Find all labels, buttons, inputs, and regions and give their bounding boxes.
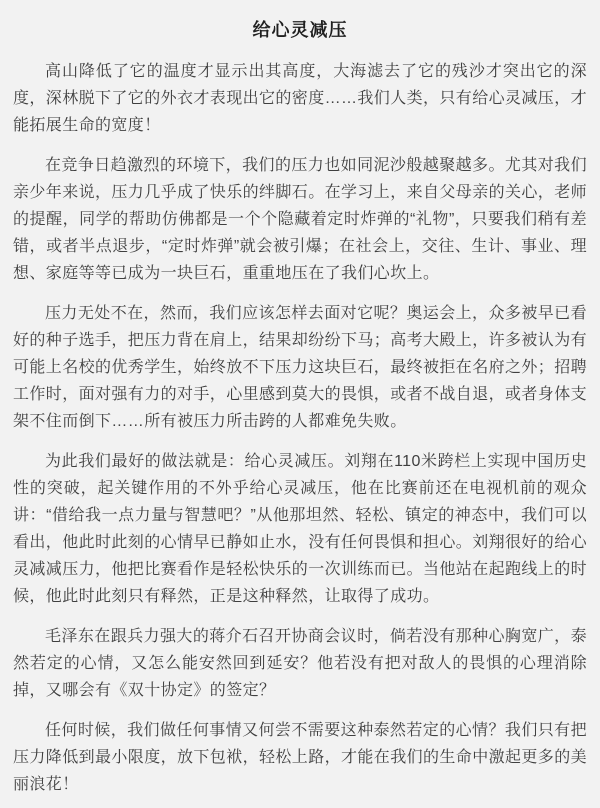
paragraph: 为此我们最好的做法就是：给心灵减压。刘翔在110米跨栏上实现中国历史性的突破，起关键作用的不外乎给心灵减压，他在比赛前还在电视机前的观众讲：“借给我一点力量与智慧吧？”从他那坦然、轻松、镇定的神态中，我们可以看出，他此时此刻的心情早已静如止水，没有任何畏惧和担心。刘翔很好的给心灵减减压力，他把比赛看作是轻松快乐的一次训练而已。当他站在起跑线上的时候，他此时此刻只有释然，正是这种释然，让取得了成功。	[13, 453, 588, 605]
document-body	[13, 58, 587, 798]
document-title: 给心灵减压	[252, 20, 348, 40]
paragraph: 压力无处不在，然而，我们应该怎样去面对它呢？奥运会上，众多被早已看好的种子选手，把压力背在肩上，结果却纷纷下马；高考大殿上，许多被认为有可能上名校的优秀学生，始终放不下压力这块巨石，最终被拒在名府之外；招聘工作时，面对强有力的对手，心里感到莫大的畏惧，或者不战自退，或者身体支架不住而倒下……所有被压力所击跨的人都难免失败。	[13, 305, 588, 430]
paragraph: 任何时候，我们做任何事情又何尝不需要这种泰然若定的心情？我们只有把压力降低到最小限度，放下包袱，轻松上路，才能在我们的生命中激起更多的美丽浪花！	[13, 722, 588, 793]
paragraph: 毛泽东在跟兵力强大的蒋介石召开协商会议时，倘若没有那种心胸宽广，泰然若定的心情，又怎么能安然回到延安？他若没有把对敌人的畏惧的心理消除掉，又哪会有《双十协定》的签定？	[13, 628, 587, 699]
paragraph: 高山降低了它的温度才显示出其高度，大海滤去了它的残沙才突出它的深度，深林脱下了它的外衣才表现出它的密度……我们人类，只有给心灵减压，才能拓展生命的宽度！	[13, 63, 588, 134]
paragraph: 在竞争日趋激烈的环境下，我们的压力也如同泥沙般越聚越多。尤其对我们亲少年来说，压力几乎成了快乐的绊脚石。在学习上，来自父母亲的关心，老师的提醒，同学的帮助仿佛都是一个个隐藏着定时炸弹的“礼物”，只要我们稍有差错，或者半点退步，“定时炸弹”就会被引爆；在社会上，交往、生计、事业、理想、家庭等等已成为一块巨石，重重地压在了我们心坎上。	[13, 157, 588, 282]
